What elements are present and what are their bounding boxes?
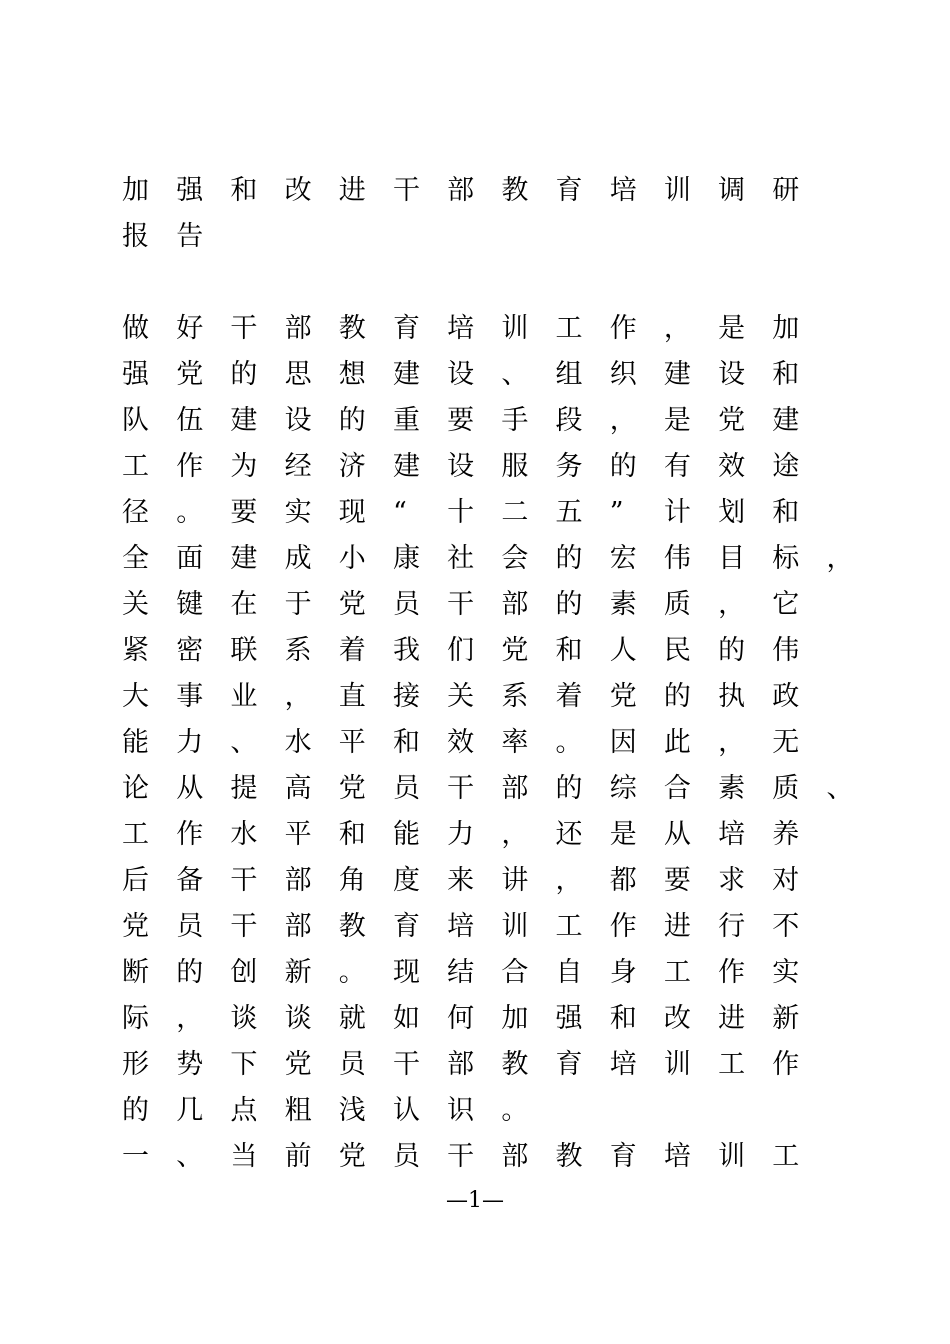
body-line: 工 作 水 平 和 能 力 ， 还 是 从 培 养: [122, 819, 800, 850]
document-body: [120, 306, 860, 1180]
body-line: 紧 密 联 系 着 我 们 党 和 人 民 的 伟: [122, 635, 800, 666]
body-line: 论 从 提 高 党 员 干 部 的 综 合 素 质 、: [122, 773, 854, 804]
body-line: 关 键 在 于 党 员 干 部 的 素 质 ， 它: [122, 589, 800, 620]
body-line: 一 、 当 前 党 员 干 部 教 育 培 训 工: [122, 1141, 800, 1172]
page-number: —1—: [446, 1188, 504, 1213]
body-line: 后 备 干 部 角 度 来 讲 ， 都 要 求 对: [122, 865, 800, 896]
body-line: 径 。 要 实 现 “ 十 二 五 ” 计 划 和: [122, 497, 800, 528]
body-line: 党 员 干 部 教 育 培 训 工 作 进 行 不: [122, 911, 800, 942]
body-line: 强 党 的 思 想 建 设 、 组 织 建 设 和: [122, 359, 800, 390]
document-title: [120, 168, 840, 260]
body-line: 断 的 创 新 。 现 结 合 自 身 工 作 实: [122, 957, 800, 988]
body-line: 际 ， 谈 谈 就 如 何 加 强 和 改 进 新: [122, 1003, 800, 1034]
body-line: 形 势 下 党 员 干 部 教 育 培 训 工 作: [122, 1049, 800, 1080]
title-line: 加 强 和 改 进 干 部 教 育 培 训 调 研: [122, 175, 800, 206]
body-line: 能 力 、 水 平 和 效 率 。 因 此 ， 无: [122, 727, 800, 758]
body-line: 的 几 点 粗 浅 认 识 。: [122, 1095, 529, 1126]
body-line: 工 作 为 经 济 建 设 服 务 的 有 效 途: [122, 451, 800, 482]
body-line: 队 伍 建 设 的 重 要 手 段 ， 是 党 建: [122, 405, 800, 436]
title-line: 报 告: [122, 221, 204, 252]
body-line: 做 好 干 部 教 育 培 训 工 作 ， 是 加: [122, 313, 800, 344]
body-line: 大 事 业 ， 直 接 关 系 着 党 的 执 政: [122, 681, 800, 712]
body-line: 全 面 建 成 小 康 社 会 的 宏 伟 目 标 ，: [122, 543, 854, 574]
